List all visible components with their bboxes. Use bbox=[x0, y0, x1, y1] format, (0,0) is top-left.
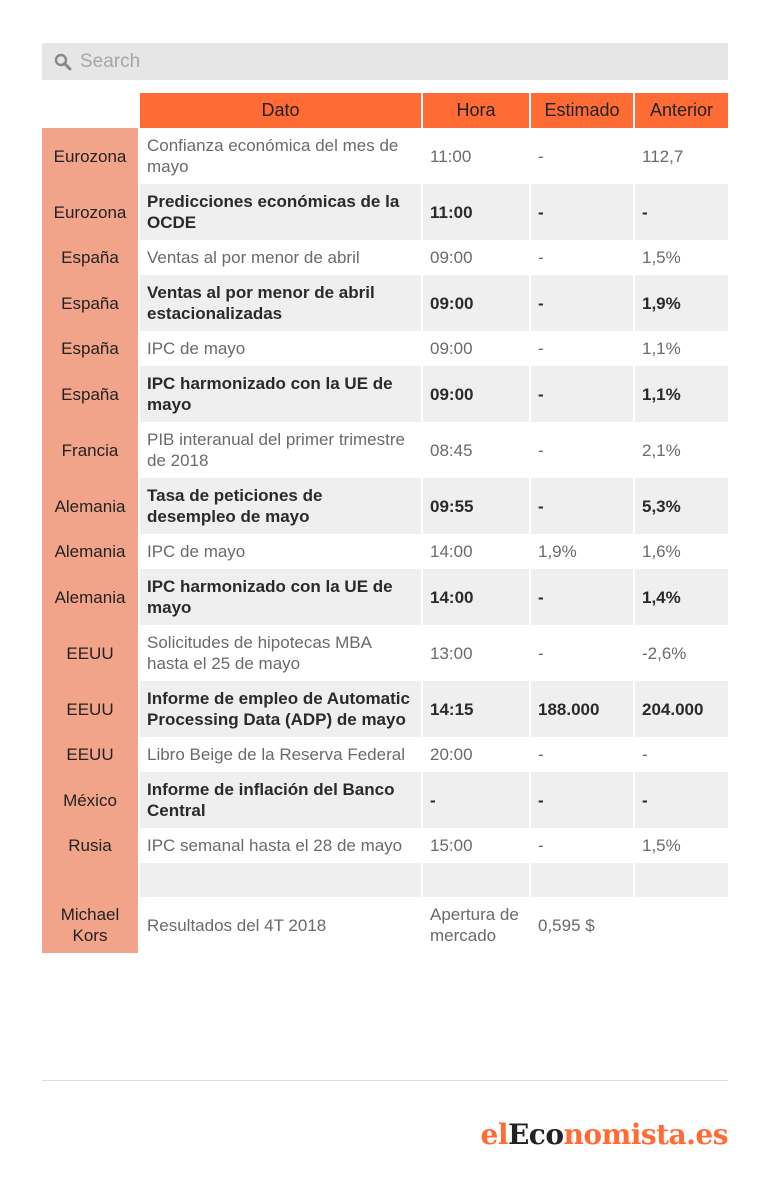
country-cell: Rusia bbox=[42, 828, 138, 863]
country-cell: Alemania bbox=[42, 534, 138, 569]
hora-cell: 08:45 bbox=[421, 422, 529, 478]
table-row bbox=[42, 828, 728, 863]
table-row bbox=[42, 737, 728, 772]
header-anterior: Anterior bbox=[633, 93, 728, 128]
hora-cell: 13:00 bbox=[421, 625, 529, 681]
dato-cell: Confianza económica del mes de mayo bbox=[138, 128, 421, 184]
anterior-cell bbox=[633, 897, 728, 953]
estimado-cell: - bbox=[529, 240, 633, 275]
anterior-cell: - bbox=[633, 737, 728, 772]
dato-cell: IPC harmonizado con la UE de mayo bbox=[138, 366, 421, 422]
estimado-cell: - bbox=[529, 478, 633, 534]
estimado-cell: - bbox=[529, 184, 633, 240]
hora-cell: 15:00 bbox=[421, 828, 529, 863]
table-row bbox=[42, 422, 728, 478]
company-cell: Michael Kors bbox=[42, 897, 138, 953]
country-cell: Alemania bbox=[42, 478, 138, 534]
hora-cell: 14:00 bbox=[421, 534, 529, 569]
table-row bbox=[42, 184, 728, 240]
hora-cell: 09:00 bbox=[421, 240, 529, 275]
hora-cell: 09:00 bbox=[421, 331, 529, 366]
hora-cell: 09:55 bbox=[421, 478, 529, 534]
search-input[interactable] bbox=[80, 51, 700, 73]
empty-cell bbox=[421, 863, 529, 897]
dato-cell: Solicitudes de hipotecas MBA hasta el 25 de mayo bbox=[138, 625, 421, 681]
anterior-cell: 1,1% bbox=[633, 366, 728, 422]
empty-cell bbox=[633, 863, 728, 897]
country-cell: EEUU bbox=[42, 681, 138, 737]
estimado-cell: - bbox=[529, 366, 633, 422]
search-icon bbox=[54, 53, 72, 71]
table-row bbox=[42, 331, 728, 366]
hora-cell: Apertura de mercado bbox=[421, 897, 529, 953]
estimado-cell: - bbox=[529, 331, 633, 366]
header-dato: Dato bbox=[138, 93, 421, 128]
hora-cell: 11:00 bbox=[421, 128, 529, 184]
table-row bbox=[42, 772, 728, 828]
anterior-cell: 204.000 bbox=[633, 681, 728, 737]
header-blank bbox=[42, 93, 138, 128]
anterior-cell: - bbox=[633, 184, 728, 240]
header-estimado: Estimado bbox=[529, 93, 633, 128]
dato-cell: Predicciones económicas de la OCDE bbox=[138, 184, 421, 240]
anterior-cell: 1,9% bbox=[633, 275, 728, 331]
header-hora: Hora bbox=[421, 93, 529, 128]
estimado-cell: 1,9% bbox=[529, 534, 633, 569]
table-row bbox=[42, 366, 728, 422]
country-cell: EEUU bbox=[42, 625, 138, 681]
anterior-cell: -2,6% bbox=[633, 625, 728, 681]
anterior-cell: 1,5% bbox=[633, 828, 728, 863]
estimado-cell: - bbox=[529, 625, 633, 681]
dato-cell: IPC de mayo bbox=[138, 331, 421, 366]
dato-cell: Ventas al por menor de abril bbox=[138, 240, 421, 275]
estimado-cell: - bbox=[529, 422, 633, 478]
hora-cell: 11:00 bbox=[421, 184, 529, 240]
hora-cell: 14:15 bbox=[421, 681, 529, 737]
logo-part-el: el bbox=[480, 1118, 508, 1151]
logo-part-eco: Eco bbox=[507, 1118, 564, 1151]
search-bar[interactable] bbox=[42, 43, 728, 80]
estimado-cell: - bbox=[529, 569, 633, 625]
country-cell: España bbox=[42, 240, 138, 275]
company-row bbox=[42, 897, 728, 953]
estimado-cell: - bbox=[529, 128, 633, 184]
country-cell: Alemania bbox=[42, 569, 138, 625]
dato-cell: PIB interanual del primer trimestre de 2018 bbox=[138, 422, 421, 478]
dato-cell: Informe de inflación del Banco Central bbox=[138, 772, 421, 828]
anterior-cell: 5,3% bbox=[633, 478, 728, 534]
table-row bbox=[42, 240, 728, 275]
country-cell: Eurozona bbox=[42, 128, 138, 184]
table-row bbox=[42, 275, 728, 331]
economic-calendar-table bbox=[42, 93, 728, 953]
spacer-row bbox=[42, 863, 728, 897]
dato-cell: IPC de mayo bbox=[138, 534, 421, 569]
empty-cell bbox=[138, 863, 421, 897]
dato-cell: Tasa de peticiones de desempleo de mayo bbox=[138, 478, 421, 534]
country-cell: México bbox=[42, 772, 138, 828]
table-row bbox=[42, 569, 728, 625]
estimado-cell: - bbox=[529, 275, 633, 331]
table-row bbox=[42, 625, 728, 681]
hora-cell: 09:00 bbox=[421, 366, 529, 422]
estimado-cell: - bbox=[529, 737, 633, 772]
dato-cell: IPC semanal hasta el 28 de mayo bbox=[138, 828, 421, 863]
anterior-cell: 2,1% bbox=[633, 422, 728, 478]
dato-cell: Ventas al por menor de abril estacionalizadas bbox=[138, 275, 421, 331]
anterior-cell: 1,1% bbox=[633, 331, 728, 366]
hora-cell: 14:00 bbox=[421, 569, 529, 625]
country-cell: España bbox=[42, 366, 138, 422]
country-cell: España bbox=[42, 275, 138, 331]
table-row bbox=[42, 534, 728, 569]
empty-cell bbox=[529, 863, 633, 897]
anterior-cell: 1,5% bbox=[633, 240, 728, 275]
dato-cell: IPC harmonizado con la UE de mayo bbox=[138, 569, 421, 625]
estimado-cell: - bbox=[529, 828, 633, 863]
country-cell-empty bbox=[42, 863, 138, 897]
dato-cell: Resultados del 4T 2018 bbox=[138, 897, 421, 953]
country-cell: España bbox=[42, 331, 138, 366]
estimado-cell: 0,595 $ bbox=[529, 897, 633, 953]
anterior-cell: 1,6% bbox=[633, 534, 728, 569]
country-cell: Francia bbox=[42, 422, 138, 478]
dato-cell: Informe de empleo de Automatic Processing Data (ADP) de mayo bbox=[138, 681, 421, 737]
estimado-cell: - bbox=[529, 772, 633, 828]
anterior-cell: - bbox=[633, 772, 728, 828]
hora-cell: 20:00 bbox=[421, 737, 529, 772]
table-row bbox=[42, 681, 728, 737]
table-row bbox=[42, 128, 728, 184]
table-header-row bbox=[42, 93, 728, 128]
logo-part-nomista: nomista.es bbox=[563, 1118, 728, 1151]
country-cell: Eurozona bbox=[42, 184, 138, 240]
estimado-cell: 188.000 bbox=[529, 681, 633, 737]
country-cell: EEUU bbox=[42, 737, 138, 772]
anterior-cell: 1,4% bbox=[633, 569, 728, 625]
eleconomista-logo[interactable] bbox=[481, 1118, 729, 1151]
hora-cell: - bbox=[421, 772, 529, 828]
footer-divider bbox=[42, 1080, 728, 1081]
anterior-cell: 112,7 bbox=[633, 128, 728, 184]
dato-cell: Libro Beige de la Reserva Federal bbox=[138, 737, 421, 772]
hora-cell: 09:00 bbox=[421, 275, 529, 331]
table-row bbox=[42, 478, 728, 534]
